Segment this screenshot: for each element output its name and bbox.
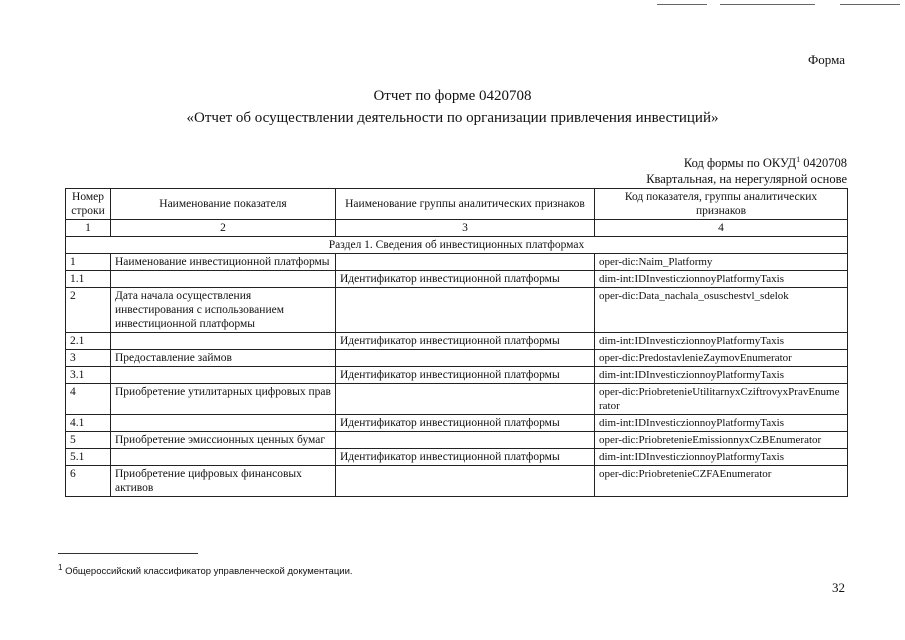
indicator-name: Наименование инвестиционной платформы bbox=[111, 254, 336, 271]
indicator-name: Дата начала осуществления инвестирования с использованием инвестиционной платформы bbox=[111, 288, 336, 333]
analytic-group bbox=[336, 288, 595, 333]
table-row bbox=[66, 466, 848, 497]
row-number: 3.1 bbox=[66, 367, 111, 384]
report-subtitle: «Отчет об осуществлении деятельности по организации привлечения инвестиций» bbox=[186, 110, 719, 126]
row-number: 6 bbox=[66, 466, 111, 497]
analytic-group: Идентификатор инвестиционной платформы bbox=[336, 333, 595, 350]
form-label: Форма bbox=[808, 52, 845, 67]
table-row bbox=[66, 254, 848, 271]
column-number: 3 bbox=[336, 220, 595, 237]
row-number: 4.1 bbox=[66, 415, 111, 432]
header-row-number: Номер строки bbox=[66, 189, 111, 220]
indicator-code: oper-dic:PriobretenieEmissionnyxCzBEnumerator bbox=[595, 432, 848, 449]
indicator-code: dim-int:IDInvesticzionnoyPlatformyTaxis bbox=[595, 367, 848, 384]
table-row bbox=[66, 432, 848, 449]
indicator-code: oper-dic:PriobretenieCZFAEnumerator bbox=[595, 466, 848, 497]
footnote-divider bbox=[58, 553, 198, 554]
indicator-name: Приобретение цифровых финансовых активов bbox=[111, 466, 336, 497]
indicator-code: oper-dic:Naim_Platformy bbox=[595, 254, 848, 271]
indicator-name bbox=[111, 415, 336, 432]
indicator-name bbox=[111, 449, 336, 466]
periodicity: Квартальная, на нерегулярной основе bbox=[646, 172, 847, 186]
table-row bbox=[66, 415, 848, 432]
indicator-code: oper-dic:PredostavlenieZaymovEnumerator bbox=[595, 350, 848, 367]
footnote-text: Общероссийский классификатор управленческой документации. bbox=[65, 566, 353, 577]
scan-artifact-line bbox=[657, 4, 707, 5]
analytic-group bbox=[336, 254, 595, 271]
table-row bbox=[66, 367, 848, 384]
table-row bbox=[66, 449, 848, 466]
indicator-name bbox=[111, 333, 336, 350]
header-indicator-name: Наименование показателя bbox=[111, 189, 336, 220]
okud-label: Код формы по ОКУД bbox=[683, 156, 797, 170]
row-number: 3 bbox=[66, 350, 111, 367]
row-number: 1 bbox=[66, 254, 111, 271]
indicator-name: Приобретение утилитарных цифровых прав bbox=[111, 384, 336, 415]
section-title: Раздел 1. Сведения об инвестиционных платформах bbox=[66, 237, 848, 254]
indicator-code: dim-int:IDInvesticzionnoyPlatformyTaxis bbox=[595, 449, 848, 466]
scan-artifact-line bbox=[840, 4, 900, 5]
indicator-code: dim-int:IDInvesticzionnoyPlatformyTaxis bbox=[595, 271, 848, 288]
table-row bbox=[66, 333, 848, 350]
indicator-code: dim-int:IDInvesticzionnoyPlatformyTaxis bbox=[595, 415, 848, 432]
row-number: 4 bbox=[66, 384, 111, 415]
indicator-code: dim-int:IDInvesticzionnoyPlatformyTaxis bbox=[595, 333, 848, 350]
page-number: 32 bbox=[832, 580, 845, 595]
indicator-code: oper-dic:PriobretenieUtilitarnyxCziftrovyxPravEnumerator bbox=[595, 384, 848, 415]
section-row bbox=[66, 237, 848, 254]
column-number-row bbox=[66, 220, 848, 237]
analytic-group bbox=[336, 432, 595, 449]
table-row bbox=[66, 350, 848, 367]
analytic-group bbox=[336, 466, 595, 497]
report-table bbox=[65, 188, 848, 497]
indicator-name bbox=[111, 367, 336, 384]
footnote-marker: 1 bbox=[58, 562, 63, 572]
table-header-row bbox=[66, 189, 848, 220]
analytic-group: Идентификатор инвестиционной платформы bbox=[336, 415, 595, 432]
okud-code-line bbox=[684, 156, 847, 171]
okud-code: 0420708 bbox=[803, 156, 847, 170]
indicator-name bbox=[111, 271, 336, 288]
column-number: 4 bbox=[595, 220, 848, 237]
row-number: 2 bbox=[66, 288, 111, 333]
table-row bbox=[66, 271, 848, 288]
row-number: 5 bbox=[66, 432, 111, 449]
table-row bbox=[66, 384, 848, 415]
header-code: Код показателя, группы аналитических признаков bbox=[595, 189, 848, 220]
analytic-group: Идентификатор инвестиционной платформы bbox=[336, 367, 595, 384]
report-title: Отчет по форме 0420708 bbox=[373, 88, 532, 104]
analytic-group: Идентификатор инвестиционной платформы bbox=[336, 449, 595, 466]
table-row bbox=[66, 288, 848, 333]
indicator-code: oper-dic:Data_nachala_osuschestvl_sdelok bbox=[595, 288, 848, 333]
indicator-name: Приобретение эмиссионных ценных бумаг bbox=[111, 432, 336, 449]
column-number: 1 bbox=[66, 220, 111, 237]
row-number: 1.1 bbox=[66, 271, 111, 288]
analytic-group bbox=[336, 350, 595, 367]
indicator-name: Предоставление займов bbox=[111, 350, 336, 367]
analytic-group: Идентификатор инвестиционной платформы bbox=[336, 271, 595, 288]
okud-footnote-marker: 1 bbox=[796, 154, 801, 164]
analytic-group bbox=[336, 384, 595, 415]
row-number: 2.1 bbox=[66, 333, 111, 350]
column-number: 2 bbox=[111, 220, 336, 237]
footnote bbox=[58, 562, 353, 577]
header-analytic-group: Наименование группы аналитических признаков bbox=[336, 189, 595, 220]
row-number: 5.1 bbox=[66, 449, 111, 466]
scan-artifact-line bbox=[720, 4, 815, 5]
